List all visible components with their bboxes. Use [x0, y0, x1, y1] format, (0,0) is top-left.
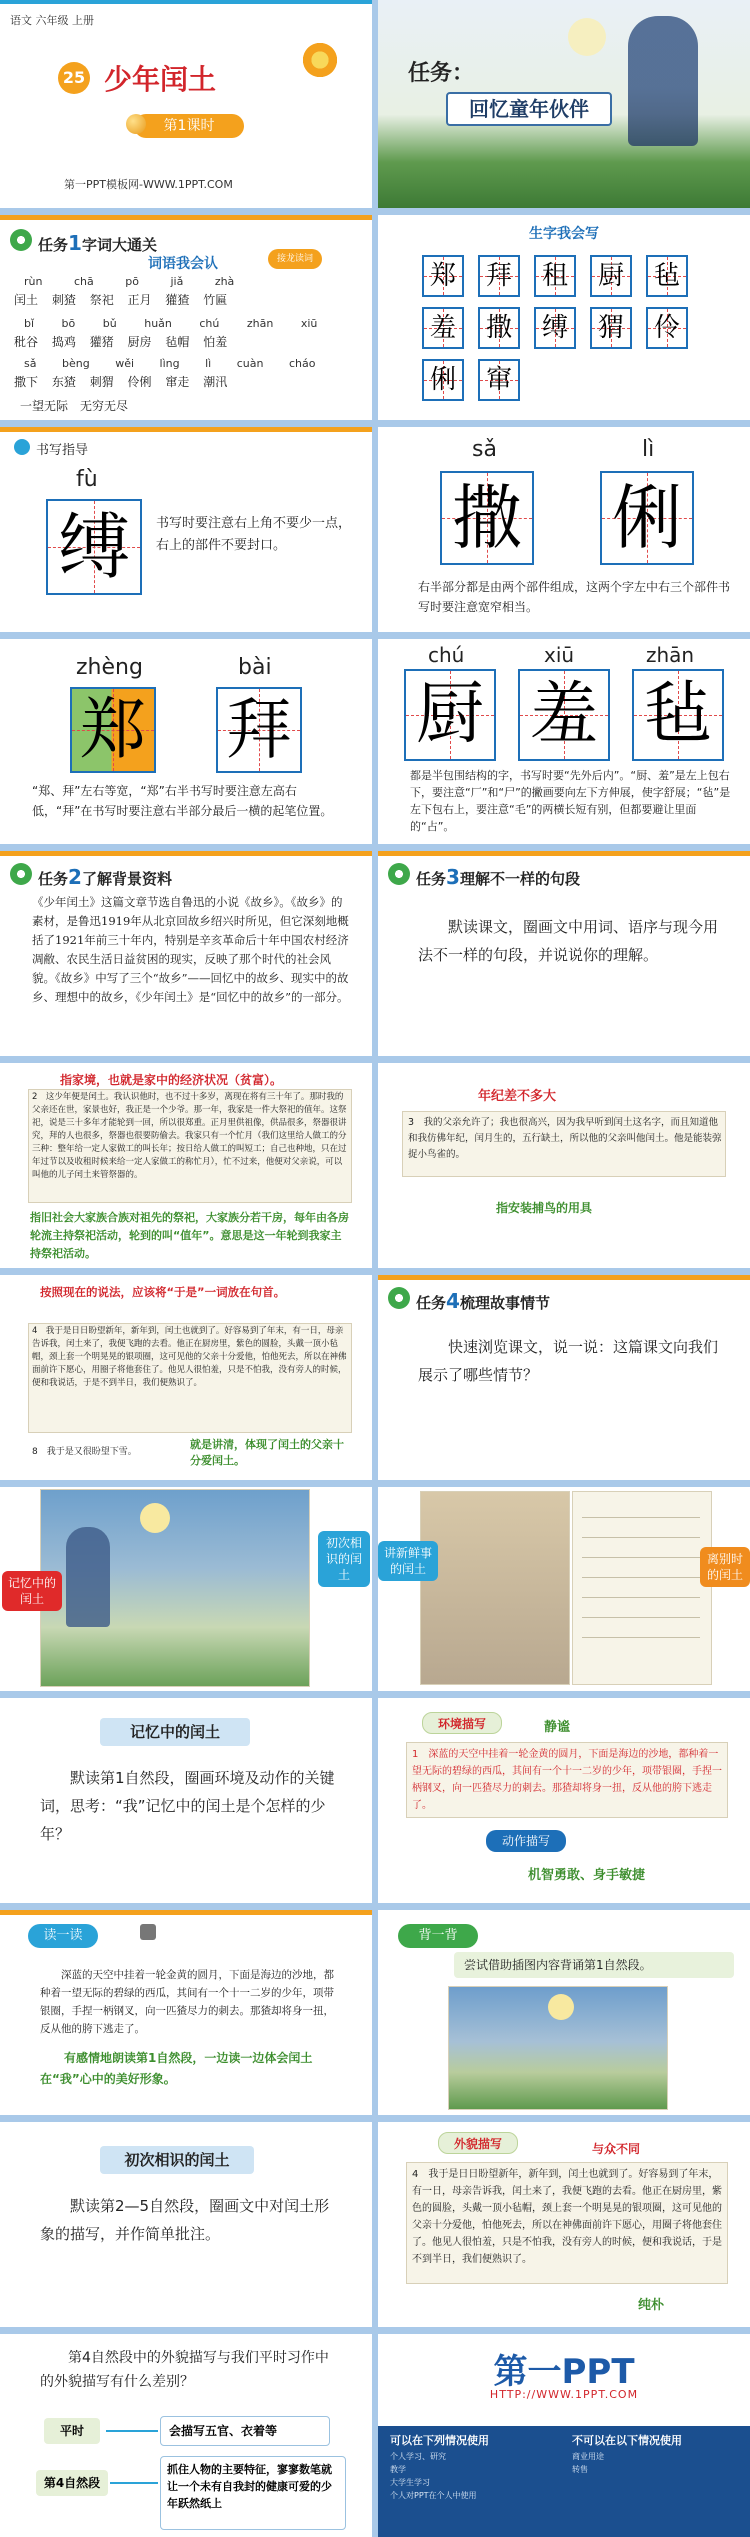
- tag-first-meet: [318, 1531, 370, 1587]
- tag-farewell-label: 离别时的闰土: [706, 1552, 743, 1582]
- char: 撒: [452, 477, 522, 559]
- flower-icon: [388, 863, 410, 885]
- row3-words: [14, 373, 227, 390]
- guide-note: 书写时要注意右上角不要少一点，右上的部件不要封口。: [156, 516, 352, 553]
- sun-icon: [126, 114, 146, 134]
- char-cell: [478, 307, 520, 349]
- text-page: [572, 1491, 712, 1685]
- char-cell: [46, 499, 142, 595]
- char-cell-1: [70, 687, 156, 773]
- pinyin: bǐ: [24, 317, 35, 330]
- plot-body: 快速浏览课文，说一说：这篇课文向我们展示了哪些情节？: [418, 1338, 719, 1384]
- slide-title: [0, 0, 372, 208]
- row2-value-box: [160, 2456, 346, 2530]
- text-line: [582, 1537, 700, 1538]
- word: 厨房: [127, 335, 152, 349]
- slide-write-chars: [378, 215, 750, 420]
- section-title: 初次相识的闰土: [124, 2151, 230, 2169]
- word: 闰土: [14, 293, 39, 307]
- pinyin: wěi: [115, 357, 135, 370]
- note: 都是半包围结构的字，书写时要“先外后内”。“厨、羞”是左上包右下，要注意“厂”和“尸”的撇画要向左下方伸展，使字舒展；“毡”是左下包右上，要注意“毛”的两横长短有别，但都要避让里面的“占”。: [410, 769, 731, 833]
- row1-value: 会描写五官、衣着等: [169, 2424, 278, 2438]
- word: 祭祀: [89, 293, 114, 307]
- lesson-title: 少年闰土: [104, 63, 217, 96]
- slide-zheng-bai: [0, 639, 372, 844]
- char: 郑: [80, 691, 146, 768]
- env-note: 静谧: [544, 1720, 571, 1735]
- char: 缚: [541, 313, 568, 343]
- char-cell-2: [518, 669, 610, 761]
- text-line: [582, 1577, 700, 1578]
- char-cell: [478, 359, 520, 401]
- section-title: 记忆中的闰土: [129, 1723, 220, 1741]
- boy-figure: [66, 1527, 110, 1627]
- annotation-foot: 指旧社会大家族合族对祖先的祭祀，大家族分若干房，每年由各房轮流主持祭祀活动，轮到的叫“值年”。意思是这一年轮到我家主持祭祀活动。: [30, 1211, 349, 1260]
- word: 秕谷: [14, 335, 39, 349]
- tag-news-label: 讲新鲜事的闰土: [383, 1546, 432, 1576]
- char: 撒: [485, 313, 512, 343]
- slide-read-aloud: [0, 1910, 372, 2115]
- paragraph-3: 3 我的父亲允许了；我也很高兴，因为我早听到闰土这名字，而且知道他和我仿佛年纪，闰月生的，五行缺土，所以他的父亲叫他闰土。他是能装弶捉小鸟雀的。: [408, 1117, 722, 1160]
- char: 俐: [429, 365, 456, 395]
- text-line: [582, 1637, 700, 1638]
- top-bar: [0, 215, 372, 220]
- guide-title: 书写指导: [36, 443, 89, 458]
- pinyin: fù: [76, 467, 98, 492]
- char-cell-2: [216, 687, 302, 773]
- task-heading: [38, 231, 157, 255]
- pinyin: cuàn: [236, 357, 264, 370]
- annotation-foot: 就是讲清，体现了闰土的父亲十分爱闰土。: [190, 1438, 344, 1467]
- paragraph-1: 1 深蓝的天空中挂着一轮金黄的圆月，下面是海边的沙地，都种着一望无际的碧绿的西瓜，其间有一个十一二岁的少年，项带银圈，手捏一柄钢叉，向一匹猹尽力的刺去。那猹却将身一扭，反从他的胯下逃走了。: [412, 1749, 722, 1811]
- slide-para3: [378, 1063, 750, 1268]
- slide-chu-xiu-zhan: [378, 639, 750, 844]
- section-title-box: [100, 2146, 254, 2174]
- char: 猬: [597, 313, 624, 343]
- pinyin: lìng lì: [159, 357, 212, 370]
- pinyin-1: zhèng: [76, 655, 143, 680]
- slide-plot: [378, 1275, 750, 1480]
- pinyin-1: chú: [428, 643, 465, 667]
- lesson-number: 25: [62, 68, 86, 87]
- char: 郑: [429, 261, 456, 291]
- annotation-head: 指家境，也就是家中的经济状况（贫富）。: [60, 1073, 283, 1087]
- task-word: 任务: [38, 236, 69, 254]
- flower-icon: [388, 1287, 410, 1309]
- paragraph-4: 4 我于是日日盼望新年，新年到，闰土也就到了。好容易到了年末，有一日，母亲告诉我，闰土来了，我便飞跑的去看。他正在厨房里，紫色的圆脸，头戴一顶小毡帽，颈上套一个明晃晃的银项圈，这可见他的父亲十分爱他，怕他死去，所以在神佛面前许下愿心，用圈子将他套住了。他见人很怕羞，只是不怕我，没有旁人的时候，便和我说话，于是不到半日，我们便熟识了。: [32, 1326, 347, 1388]
- action-tag: [486, 1830, 566, 1852]
- flower-icon: [10, 229, 32, 251]
- top-bar: [378, 851, 750, 856]
- task-number: 1: [68, 231, 82, 255]
- task-title-box: [446, 92, 612, 126]
- relay-badge: [268, 249, 322, 269]
- read-note: 有感情地朗读第1自然段，一边读一边体会闰土在“我”心中的美好形象。: [40, 2051, 313, 2086]
- tag-memory: [2, 1571, 62, 1611]
- pinyin: zhà: [214, 275, 235, 288]
- row3-pinyin: [24, 357, 315, 370]
- slide-para4: [0, 1275, 372, 1480]
- pinyin: bō bǔ: [61, 317, 117, 330]
- pinyin: xiū: [300, 317, 318, 330]
- appearance-tag-label: 外貌描写: [453, 2137, 502, 2151]
- background-body: 《少年闰土》这篇文章节选自鲁迅的小说《故乡》。《故乡》的素材，是鲁迅1919年从北京回故乡绍兴时所见，但它深刻地概括了1921年前三十年内，特别是辛亥革命后十年中国农村经济凋敝、农民生活日益贫困的现实，反映了那个时代的社会风貌。《故乡》中写了三个“故乡”——回忆中的故乡、现实中的故乡、理想中的故乡，《少年闰土》是“回忆中的故乡”的一部分。: [32, 895, 349, 1004]
- slide-recite: [378, 1910, 750, 2115]
- char-cell: [646, 255, 688, 297]
- slide-env-action: [378, 1698, 750, 1903]
- task-title: 字词大通关: [81, 236, 157, 254]
- task-word: 任务: [416, 1294, 447, 1312]
- text-line: [582, 1517, 700, 1518]
- env-tag-label: 环境描写: [437, 1717, 486, 1731]
- task-label: 任务：: [408, 61, 475, 86]
- slide-writing-guide: [0, 427, 372, 632]
- task-number: 3: [446, 865, 460, 889]
- word: 毡帽: [165, 335, 190, 349]
- pinyin: chā: [73, 275, 94, 288]
- write-title: 生字我会写: [529, 226, 599, 242]
- text-line: [582, 1617, 700, 1618]
- allowed-list: [390, 2450, 477, 2502]
- word: 窜走: [165, 375, 190, 389]
- read-paragraph: 深蓝的天空中挂着一轮金黄的圆月，下面是海边的沙地，都种着一望无际的碧绿的西瓜，其间有一个十一二岁的少年，项带银圈，手捏一柄钢叉，向一匹猹尽力的刺去。那猹却将身一扭，反从他的胯下逃走了。: [40, 1969, 334, 2035]
- char-cell: [422, 359, 464, 401]
- compare-question: 第4自然段中的外貌描写与我们平时习作中的外貌描写有什么差别？: [40, 2350, 329, 2390]
- brand-url: HTTP://WWW.1PPT.COM: [489, 2388, 639, 2401]
- note: “郑、拜”左右等宽，“郑”右半书写时要注意左高右低，“拜”在书写时要注意右半部分最后一横的起笔位置。: [32, 784, 333, 818]
- char-cell: [590, 255, 632, 297]
- word: 正月: [127, 293, 152, 307]
- word: 刺猹: [51, 293, 76, 307]
- pinyin-3: zhān: [646, 643, 695, 667]
- row2-label-box: [36, 2470, 108, 2496]
- row2-value: 抓住人物的主要特征，寥寥数笔就让一个未有自我封的健康可爱的少年跃然纸上: [167, 2463, 332, 2510]
- footer-url: 第一PPT模板网-WWW.1PPT.COM: [64, 178, 233, 191]
- char-cell-3: [632, 669, 724, 761]
- row1-label-box: [44, 2418, 100, 2444]
- slide-first-meet: [0, 2122, 372, 2327]
- paragraph-4: 4 我于是日日盼望新年，新年到，闰土也就到了。好容易到了年末，有一日，母亲告诉我，闰土来了，我便飞跑的去看。他正在厨房里，紫色的圆脸，头戴一顶小毡帽，颈上套一个明晃晃的银项圈，这可见他的父亲十分爱他，怕他死去，所以在神佛面前许下愿心，用圈子将他套住了。他见人很怕羞，只是不怕我，没有旁人的时候，便和我说话，于是不到半日，我们便熟识了。: [412, 2169, 722, 2265]
- slide-license: [378, 2334, 750, 2537]
- task-heading: [416, 865, 580, 889]
- appearance-foot: 纯朴: [638, 2298, 665, 2313]
- pinyin: bèng: [61, 357, 90, 370]
- forbidden-item: 商业用途: [572, 2452, 604, 2461]
- forbidden-title: 不可以在以下情况使用: [572, 2434, 682, 2447]
- paragraph-2: 2 这少年便是闰土。我认识他时，也不过十多岁，离现在将有三十年了。那时我的父亲还在世，家景也好，我正是一个少爷。那一年，我家是一件大祭祀的值年。这祭祀，说是三十多年才能轮到一回，所以很郑重。正月里供祖像，供品很多，祭器很讲究，拜的人也很多，祭器也很要防偷去。我家只有一个忙月（我们这里给人做工的分三种：整年给一定人家做工的叫长年；按日给人做工的叫短工；自己也种地，只在过年过节以及收租时候来给一定人家做工的称忙月），忙不过来，他便对父亲说，可以叫他的儿子闰土来管祭器的。: [32, 1092, 347, 1180]
- allowed-item: 个人学习、研究: [390, 2452, 446, 2461]
- moon-icon: [140, 1503, 170, 1533]
- char: 厨: [415, 675, 484, 754]
- char: 缚: [57, 505, 130, 589]
- tag-news: [378, 1541, 438, 1581]
- boy-figure: [628, 16, 698, 146]
- char-cell: [534, 307, 576, 349]
- row1-words: [14, 291, 227, 308]
- pinyin: rùn: [24, 275, 43, 288]
- top-bar: [378, 1275, 750, 1280]
- task-word: 任务: [416, 870, 447, 888]
- char: 租: [541, 261, 568, 291]
- task-heading: [416, 1289, 550, 1313]
- subject-label: 语文 六年级 上册: [10, 14, 94, 27]
- char: 俐: [612, 477, 682, 559]
- char-cell-1: [440, 471, 534, 565]
- pinyin-1: sǎ: [472, 437, 497, 462]
- text-line: [582, 1597, 700, 1598]
- pinyin-2: xiū: [544, 643, 575, 667]
- char-cell: [422, 307, 464, 349]
- top-stripe: [0, 0, 372, 4]
- slide-background: [0, 851, 372, 1056]
- char: 拜: [485, 261, 512, 291]
- char: 羞: [429, 313, 456, 343]
- task-title: 理解不一样的句段: [459, 870, 580, 888]
- task-number: 4: [446, 1289, 460, 1313]
- char: 拜: [226, 691, 292, 768]
- pinyin: jiǎ: [170, 275, 184, 288]
- annotation-head: 年纪差不多大: [478, 1089, 557, 1104]
- moon-icon: [548, 1994, 574, 2020]
- phrase-line: 一望无际 无穷无尽: [20, 399, 129, 413]
- top-bar: [0, 851, 372, 856]
- word: 竹匾: [203, 293, 228, 307]
- word: 潮汛: [203, 375, 228, 389]
- allowed-item: 个人对PPT在个人中使用: [390, 2491, 477, 2500]
- appearance-tag: [438, 2132, 518, 2154]
- arrow-2: [110, 2482, 158, 2484]
- memory-body: 默读第1自然段，圈画环境及动作的关键词，思考：“我”记忆中的闰土是个怎样的少年？: [40, 1769, 335, 1843]
- appearance-note: 与众不同: [592, 2142, 641, 2156]
- slide-appearance: [378, 2122, 750, 2327]
- char: 毡: [643, 675, 712, 754]
- period-pill: [134, 114, 244, 138]
- char-cell-2: [600, 471, 694, 565]
- period-label: 第1课时: [163, 118, 215, 134]
- task-word: 任务: [38, 870, 69, 888]
- allowed-item: 大学生学习: [390, 2478, 430, 2487]
- word: 东猹: [51, 375, 76, 389]
- relay-label: 接龙读词: [276, 254, 313, 264]
- read-tag: [28, 1924, 98, 1948]
- speaker-icon: [140, 1924, 156, 1940]
- char-grid: [422, 255, 712, 405]
- pinyin-2: lì: [642, 437, 655, 462]
- slide-compare: [0, 2334, 372, 2537]
- slide-memory-runtu: [0, 1698, 372, 1903]
- recite-tag: [398, 1924, 478, 1948]
- char-cell: [534, 255, 576, 297]
- task-title: 梳理故事情节: [459, 1294, 550, 1312]
- slide-words: [0, 215, 372, 420]
- top-bar: [0, 427, 372, 432]
- char: 厨: [597, 261, 624, 291]
- annotation-foot: 指安装捕鸟的用具: [496, 1201, 593, 1215]
- vocab-subtitle: 词语我会认: [148, 256, 218, 272]
- recite-tag-label: 背一背: [418, 1928, 458, 1943]
- slide-illustration-1: [0, 1487, 372, 1691]
- allowed-title: 可以在下列情况使用: [390, 2434, 489, 2447]
- action-tag-label: 动作描写: [501, 1834, 550, 1848]
- pinyin: chú: [199, 317, 220, 330]
- flower-decoration: [300, 40, 340, 80]
- task-title: 回忆童年伙伴: [469, 97, 589, 121]
- word: 刺猬: [89, 375, 114, 389]
- row2-words: [14, 333, 227, 350]
- pinyin: cháo: [288, 357, 316, 370]
- moon-icon: [568, 18, 606, 56]
- lesson-number-badge: [58, 62, 90, 94]
- tag-first-meet-label: 初次相识的闰土: [325, 1536, 362, 1582]
- pencil-icon: [14, 439, 30, 455]
- char-cell-1: [404, 669, 496, 761]
- brand-logo: 第一PPT: [493, 2352, 635, 2392]
- tag-farewell: [700, 1547, 750, 1587]
- understand-body: 默读课文，圈画文中用词、语序与现今用法不一样的句段，并说说你的理解。: [418, 918, 719, 964]
- slide-sa-li: [378, 427, 750, 632]
- task-title: 了解背景资料: [81, 870, 172, 888]
- tag-memory-label: 记忆中的闰土: [7, 1576, 56, 1606]
- word: 捣鸡: [51, 335, 76, 349]
- char-cell: [478, 255, 520, 297]
- note: 右半部分都是由两个部件组成，这两个字左中右三个部件书写时要注意宽窄相当。: [418, 580, 731, 614]
- row2-pinyin: [24, 317, 317, 330]
- forbidden-list: [572, 2450, 604, 2476]
- pinyin-2: bài: [238, 655, 272, 680]
- word: 獾猪: [89, 335, 114, 349]
- paragraph-8: 8 我于是又很盼望下雪。: [32, 1447, 137, 1457]
- pinyin: pō: [125, 275, 139, 288]
- task-number: 2: [68, 865, 82, 889]
- char-cell: [422, 255, 464, 297]
- slide-illustration-2: [378, 1487, 750, 1691]
- top-bar: [0, 1910, 372, 1915]
- action-note: 机智勇敢、身手敏捷: [528, 1868, 646, 1883]
- char: 毡: [653, 261, 680, 291]
- task-heading: [38, 865, 172, 889]
- section-title-box: [100, 1718, 250, 1746]
- slide-task-memory: [378, 0, 750, 208]
- row1-value-box: [160, 2416, 330, 2446]
- recite-note: 尝试借助插图内容背诵第1自然段。: [464, 1958, 652, 1972]
- text-line: [582, 1557, 700, 1558]
- word: 怕羞: [203, 335, 228, 349]
- char-cell: [590, 307, 632, 349]
- slide-understand: [378, 851, 750, 1056]
- arrow-1: [106, 2430, 158, 2432]
- read-tag-label: 读一读: [43, 1928, 83, 1943]
- word: 撒下: [14, 375, 39, 389]
- char-cell: [646, 307, 688, 349]
- forbidden-item: 转售: [572, 2465, 588, 2474]
- pinyin: sǎ: [24, 357, 37, 370]
- slide-para2: [0, 1063, 372, 1268]
- first-meet-body: 默读第2—5自然段，圈画文中对闰土形象的描写，并作简单批注。: [40, 2197, 330, 2243]
- allowed-item: 教学: [390, 2465, 406, 2474]
- flower-icon: [10, 863, 32, 885]
- char: 羞: [529, 675, 598, 754]
- env-tag: [422, 1712, 502, 1734]
- row1-pinyin: [24, 275, 354, 288]
- pinyin: zhān: [246, 317, 274, 330]
- char: 窜: [485, 365, 512, 395]
- char: 伶: [653, 313, 680, 343]
- row1-label: 平时: [59, 2424, 84, 2438]
- row2-label: 第4自然段: [43, 2476, 101, 2490]
- word: 伶俐: [127, 375, 152, 389]
- word: 獾猹: [165, 293, 190, 307]
- picture-page: [420, 1491, 570, 1685]
- annotation-head: 按照现在的说法，应该将“于是”一词放在句首。: [40, 1285, 286, 1299]
- pinyin: huǎn: [144, 317, 172, 330]
